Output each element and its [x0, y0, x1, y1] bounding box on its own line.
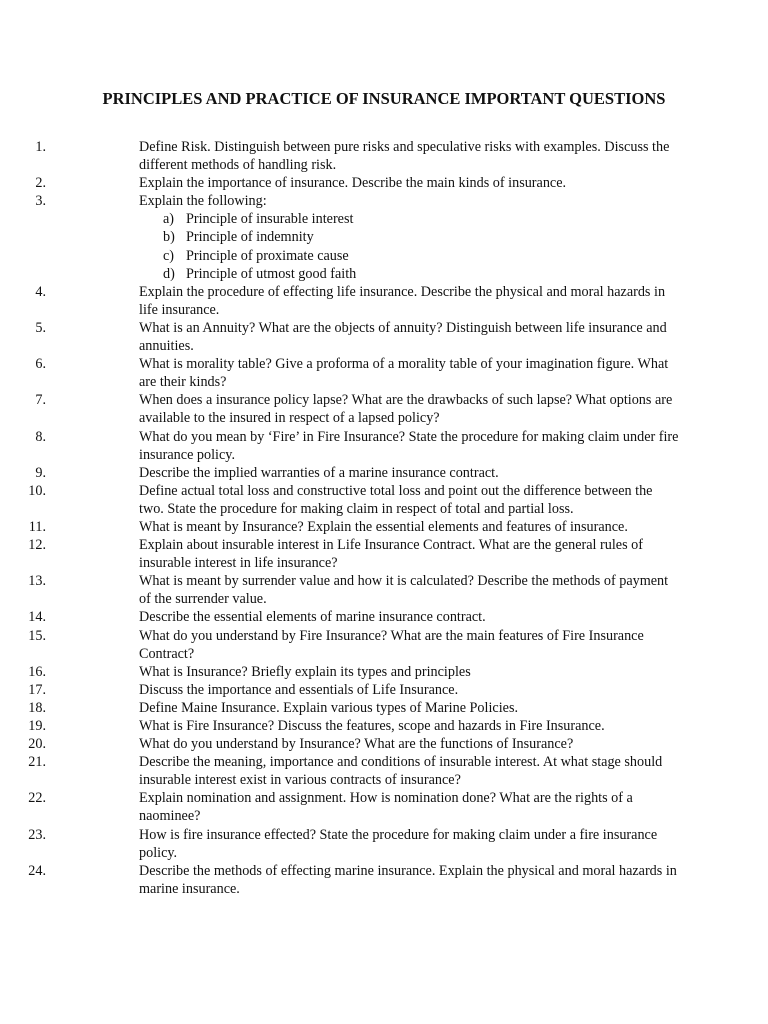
question-number: 24.: [28, 862, 46, 879]
question-number: 16.: [28, 663, 46, 680]
question-text: Discuss the importance and essentials of Life Insurance.: [139, 681, 459, 698]
sub-question-letter: b): [163, 229, 175, 246]
question-number: 15.: [28, 627, 46, 644]
question-number: 11.: [28, 518, 46, 535]
question-number: 10.: [28, 482, 46, 499]
question-number: 20.: [28, 736, 46, 753]
question-item: [0, 717, 679, 735]
sub-question-item: [139, 265, 679, 283]
question-text: Explain the importance of insurance. Describe the main kinds of insurance.: [139, 175, 567, 192]
sub-question-text: Principle of indemnity: [186, 229, 314, 246]
question-text: Explain the procedure of effecting life insurance. Describe the physical and moral hazards in life insurance.: [139, 283, 666, 318]
question-item: [0, 663, 679, 681]
question-number: 13.: [28, 573, 46, 590]
question-item: [0, 391, 679, 427]
sub-question-text: Principle of insurable interest: [186, 211, 354, 228]
question-item: [0, 319, 679, 355]
question-text: What do you understand by Fire Insurance? What are the main features of Fire Insurance Contract?: [139, 627, 644, 662]
question-item: [0, 482, 679, 518]
question-number: 9.: [35, 464, 46, 481]
sub-question-letter: d): [163, 265, 175, 282]
sub-question-item: [139, 228, 679, 246]
question-text: What is meant by surrender value and how it is calculated? Describe the methods of payment of the surrender value.: [139, 573, 669, 608]
question-number: 23.: [28, 826, 46, 843]
question-number: 22.: [28, 790, 46, 807]
sub-question-text: Principle of utmost good faith: [186, 265, 357, 282]
question-number: 21.: [28, 754, 46, 771]
question-item: [0, 464, 679, 482]
question-item: [0, 753, 679, 789]
question-item: [0, 699, 679, 717]
question-text: What is Fire Insurance? Discuss the features, scope and hazards in Fire Insurance.: [139, 718, 605, 734]
question-text: What do you understand by Insurance? What are the functions of Insurance?: [139, 736, 574, 753]
page-title: PRINCIPLES AND PRACTICE OF INSURANCE IMPORTANT QUESTIONS: [102, 89, 666, 108]
question-number: 3.: [35, 193, 46, 210]
question-item: [0, 572, 679, 608]
question-text: Describe the methods of effecting marine insurance. Explain the physical and moral hazards in marine insurance.: [139, 862, 677, 897]
question-text: Define Risk. Distinguish between pure risks and speculative risks with examples. Discuss the different methods of handling risk.: [139, 139, 670, 174]
question-text: What is an Annuity? What are the objects of annuity? Distinguish between life insurance and annuities.: [139, 319, 667, 355]
question-item: [0, 428, 679, 464]
question-item: [0, 138, 679, 174]
sub-question-letter: a): [163, 211, 175, 228]
sub-question-list: [139, 210, 679, 282]
question-text: Explain about insurable interest in Life Insurance Contract. What are the general rules of insurable interest in life insurance?: [139, 537, 643, 572]
question-item: [0, 826, 679, 862]
question-item: [0, 862, 679, 898]
question-item: [0, 355, 679, 391]
question-number: 7.: [35, 392, 46, 409]
question-list: [0, 138, 679, 898]
question-text: Describe the implied warranties of a marine insurance contract.: [139, 464, 499, 481]
question-text: Define actual total loss and constructive total loss and point out the difference between the two. State the procedure for making claim in respect of total and partial loss.: [139, 482, 653, 517]
question-item: [0, 174, 679, 192]
sub-question-item: [139, 210, 679, 228]
question-number: 5.: [35, 319, 46, 336]
question-text: Explain nomination and assignment. How is nomination done? What are the rights of a naominee?: [139, 790, 633, 825]
question-number: 14.: [28, 609, 46, 626]
question-item: [0, 518, 679, 536]
question-item: [0, 681, 679, 699]
sub-question-text: Principle of proximate cause: [186, 247, 349, 264]
question-number: 8.: [35, 428, 46, 445]
question-number: 12.: [28, 537, 46, 554]
question-item: [0, 789, 679, 825]
question-text: What do you mean by ‘Fire’ in Fire Insurance? State the procedure for making claim under fire insurance policy.: [139, 428, 679, 463]
question-item: [0, 536, 679, 572]
question-item: [0, 608, 679, 626]
question-text: What is meant by Insurance? Explain the essential elements and features of insurance.: [139, 518, 628, 535]
question-number: 6.: [35, 356, 46, 373]
question-item: [0, 283, 679, 319]
question-text: When does a insurance policy lapse? What are the drawbacks of such lapse? What options are available to the insured in respect of a lapsed policy?: [139, 392, 673, 427]
question-text: Describe the meaning, importance and conditions of insurable interest. At what stage should insurable interest exist in various contracts of insurance?: [139, 754, 663, 789]
question-number: 19.: [28, 718, 46, 734]
question-number: 18.: [28, 699, 46, 716]
question-number: 1.: [35, 139, 46, 155]
question-number: 2.: [35, 175, 46, 192]
question-item: [0, 192, 679, 282]
question-number: 17.: [28, 681, 46, 698]
question-text: Describe the essential elements of marine insurance contract.: [139, 609, 486, 626]
question-item: [0, 735, 679, 753]
question-text: Explain the following:: [139, 193, 267, 210]
sub-question-letter: c): [163, 247, 175, 264]
question-text: What is morality table? Give a proforma of a morality table of your imagination figure. What are their kinds?: [139, 356, 669, 391]
question-text: What is Insurance? Briefly explain its types and principles: [139, 663, 471, 680]
question-text: How is fire insurance effected? State the procedure for making claim under a fire insurance policy.: [139, 826, 658, 861]
sub-question-item: [139, 247, 679, 265]
question-item: [0, 627, 679, 663]
question-text: Define Maine Insurance. Explain various types of Marine Policies.: [139, 699, 519, 716]
question-number: 4.: [35, 283, 46, 300]
